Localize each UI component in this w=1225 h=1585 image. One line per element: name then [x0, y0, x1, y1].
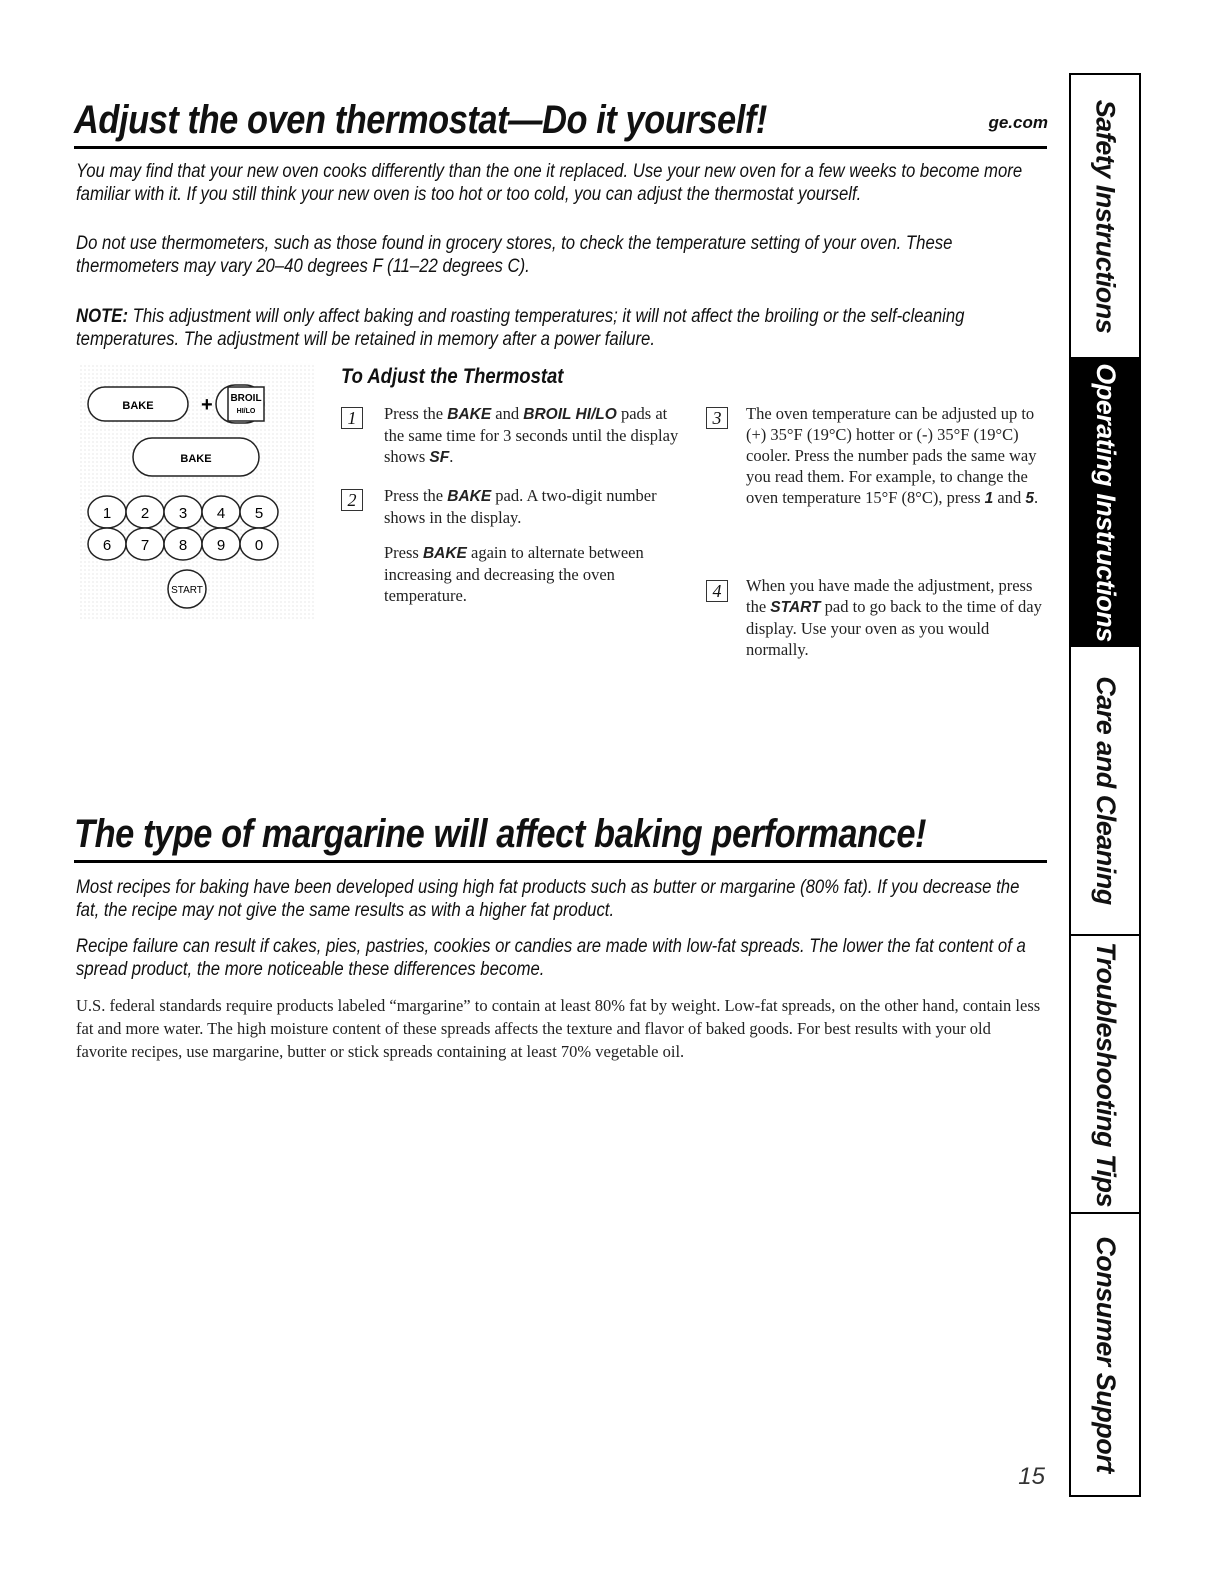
- key-1: 1: [102, 505, 112, 522]
- step-2-number: 2: [341, 489, 363, 511]
- sidebar-tab-troubleshooting[interactable]: Troubleshooting Tips: [1090, 941, 1121, 1207]
- section-title-thermostat: Adjust the oven thermostat—Do it yourself!: [74, 98, 767, 142]
- step-3-number: 3: [706, 407, 728, 429]
- federal-standards-paragraph: U.S. federal standards require products labeled “margarine” to contain at least 80% fat by weight. Low-fat spreads, on the other hand, contain less fat and more water. The high moisture content of these spreads affects the texture and flavor of baked goods. For best results with your old favorite recipes, use margarine, butter or stick spreads containing at least 70% vegetable oil.: [76, 996, 1041, 1061]
- key-0: 0: [254, 537, 264, 554]
- step-1-text: Press the BAKE and BROIL HI/LO pads at the same time for 3 seconds until the display shows SF.: [384, 404, 679, 466]
- key-2: 2: [140, 505, 150, 522]
- heading-rule-2: [74, 860, 1047, 863]
- plus-sign: +: [201, 394, 213, 416]
- number-row-1: [88, 496, 278, 528]
- site-url: ge.com: [988, 113, 1048, 132]
- sidebar-tab-operating[interactable]: Operating Instructions: [1071, 357, 1139, 647]
- page-number: 15: [1018, 1463, 1045, 1490]
- key-5: 5: [254, 505, 264, 522]
- broil-key-label: BROIL: [230, 393, 262, 404]
- note-label: NOTE:: [76, 306, 129, 327]
- section-title-margarine: The type of margarine will affect baking performance!: [74, 812, 927, 856]
- hilo-key-label: HI/LO: [236, 408, 256, 415]
- recipe-failure-paragraph: Recipe failure can result if cakes, pies, pastries, cookies or candies are made with low-fat spreads. The lower the fat content of a spread product, the more noticeable these differences become.: [76, 936, 1026, 980]
- step-2-text: Press the BAKE pad. A two-digit number shows in the display.: [384, 486, 657, 527]
- heading-rule: [74, 146, 1047, 149]
- step-4-text: When you have made the adjustment, press the START pad to go back to the time of day display. Use your oven as you would normally.: [746, 576, 1042, 659]
- note-paragraph: [76, 305, 1040, 351]
- key-9: 9: [216, 537, 226, 554]
- broil-pad: [216, 385, 264, 423]
- bake-key-label: BAKE: [122, 400, 154, 412]
- subhead-adjust-thermostat: To Adjust the Thermostat: [341, 365, 564, 388]
- step-2-alternate-text: Press BAKE again to alternate between increasing and decreasing the oven temperature.: [384, 543, 644, 605]
- step-3-text: The oven temperature can be adjusted up to (+) 35°F (19°C) hotter or (-) 35°F (19°C) cooler. Press the number pads the same way you read them. For example, to change the oven temperature 15°F (8°C), press 1 and 5.: [746, 404, 1039, 507]
- step-1-number: 1: [341, 407, 363, 429]
- bake-key-label-2: BAKE: [180, 453, 212, 465]
- sidebar-tab-consumer-support[interactable]: Consumer Support: [1090, 1236, 1121, 1473]
- intro-paragraph: You may find that your new oven cooks differently than the one it replaced. Use your new oven for a few weeks to become more familiar with it. If you still think your new oven is too hot or too cold, you can adjust the thermostat yourself.: [76, 161, 1023, 205]
- step-4-number: 4: [706, 580, 728, 602]
- key-8: 8: [178, 537, 188, 554]
- control-panel-illustration: [80, 365, 315, 620]
- bake-pad-combo: [88, 387, 188, 421]
- sidebar-tab-safety[interactable]: Safety Instructions: [1090, 99, 1121, 333]
- start-pad: [168, 570, 206, 608]
- key-3: 3: [178, 505, 188, 522]
- number-row-2: [88, 528, 278, 560]
- key-7: 7: [140, 537, 150, 554]
- thermometer-warning: Do not use thermometers, such as those found in grocery stores, to check the temperature setting of your oven. These thermometers may vary 20–40 degrees F (11–22 degrees C).: [76, 233, 953, 277]
- section-sidebar: [1069, 73, 1141, 1497]
- note-text: This adjustment will only affect baking and roasting temperatures; it will not affect the broiling or the self-cleaning temperatures. The adjustment will be retained in memory after a power failure.: [76, 306, 965, 350]
- key-6: 6: [102, 537, 112, 554]
- sidebar-tab-care[interactable]: Care and Cleaning: [1090, 676, 1121, 905]
- key-4: 4: [216, 505, 226, 522]
- bake-pad: [133, 438, 259, 476]
- margarine-intro: Most recipes for baking have been developed using high fat products such as butter or margarine (80% fat). If you decrease the fat, the recipe may not give the same results as with a higher fat product.: [76, 877, 1020, 921]
- start-key-label: START: [171, 585, 203, 596]
